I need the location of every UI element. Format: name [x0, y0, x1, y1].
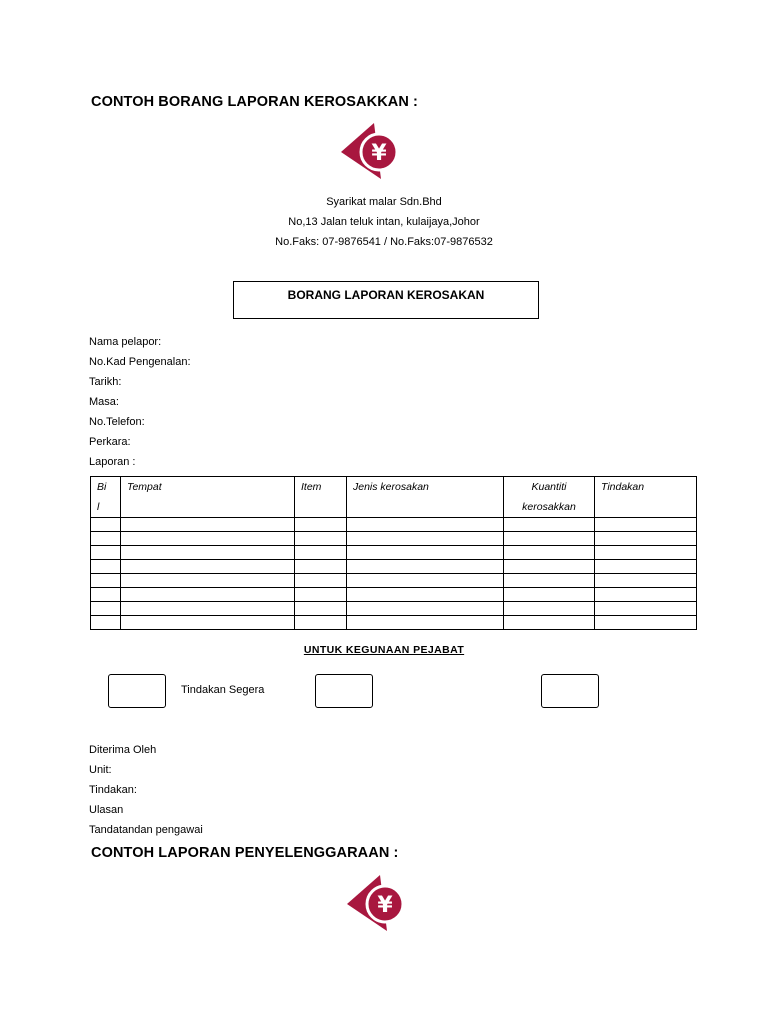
header-kuantiti-label: Kuantiti kerosakkan — [522, 481, 576, 513]
field-ulasan: Ulasan — [89, 804, 124, 816]
field-diterima-oleh: Diterima Oleh — [89, 744, 157, 756]
header-jenis-kerosakan: Jenis kerosakan — [347, 477, 504, 518]
field-nama-pelapor: Nama pelapor: — [89, 336, 162, 348]
company-name: Syarikat malar Sdn.Bhd — [326, 196, 442, 208]
report-table — [90, 476, 697, 630]
table-row — [91, 518, 697, 532]
field-tindakan: Tindakan: — [89, 784, 137, 796]
company-address: No,13 Jalan teluk intan, kulaijaya,Johor — [288, 216, 480, 228]
field-perkara: Perkara: — [89, 436, 131, 448]
second-heading: CONTOH LAPORAN PENYELENGGARAAN : — [91, 845, 399, 861]
header-tindakan: Tindakan — [595, 477, 697, 518]
form-title-box — [233, 281, 539, 319]
checkbox-2[interactable] — [315, 674, 373, 708]
header-item: Item — [295, 477, 347, 518]
company-logo-icon — [347, 875, 411, 931]
field-unit: Unit: — [89, 764, 112, 776]
header-tempat: Tempat — [121, 477, 295, 518]
field-no-telefon: No.Telefon: — [89, 416, 145, 428]
field-tarikh: Tarikh: — [89, 376, 122, 388]
field-no-kad-pengenalan: No.Kad Pengenalan: — [89, 356, 191, 368]
field-masa: Masa: — [89, 396, 119, 408]
form-title: BORANG LAPORAN KEROSAKAN — [287, 288, 485, 302]
header-kuantiti — [504, 477, 595, 518]
company-logo-icon — [341, 123, 405, 179]
svg-text:¥: ¥ — [371, 141, 387, 166]
table-row — [91, 616, 697, 630]
field-laporan: Laporan : — [89, 456, 136, 468]
company-fax: No.Faks: 07-9876541 / No.Faks:07-9876532 — [275, 236, 493, 248]
table-header-row — [91, 477, 697, 518]
table-row — [91, 532, 697, 546]
field-tandatangan: Tandatandan pengawai — [89, 824, 203, 836]
checkbox-3[interactable] — [541, 674, 599, 708]
table-row — [91, 588, 697, 602]
table-row — [91, 602, 697, 616]
header-bil-label: Bi l — [97, 481, 107, 513]
checkbox-1[interactable] — [108, 674, 166, 708]
table-row — [91, 560, 697, 574]
main-heading: CONTOH BORANG LAPORAN KEROSAKKAN : — [91, 94, 418, 110]
header-bil — [91, 477, 121, 518]
svg-text:¥: ¥ — [377, 893, 393, 918]
tindakan-segera-label: Tindakan Segera — [181, 684, 265, 696]
table-row — [91, 574, 697, 588]
table-row — [91, 546, 697, 560]
office-use-title: UNTUK KEGUNAAN PEJABAT — [303, 644, 465, 656]
